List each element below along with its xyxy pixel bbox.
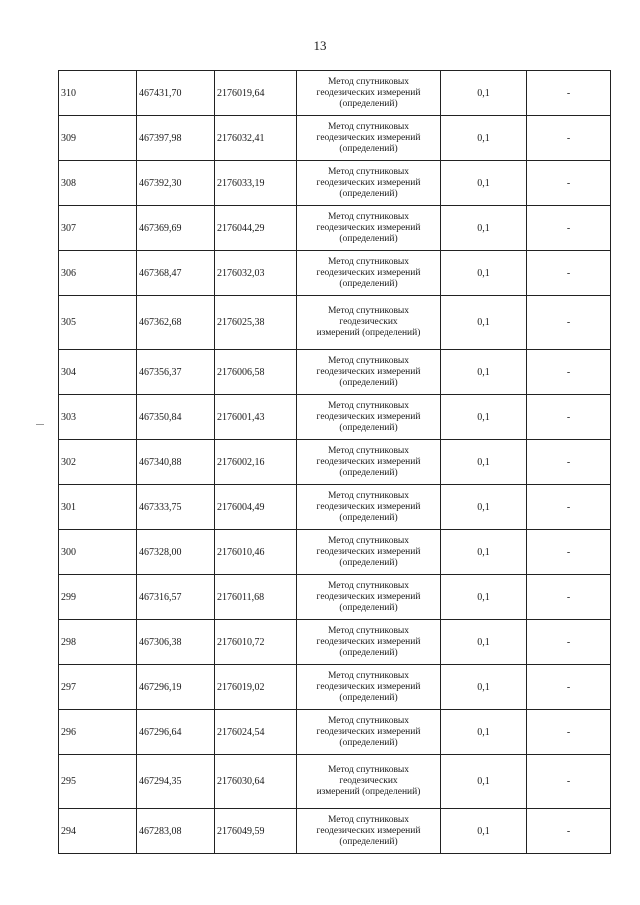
method-line: (определений) <box>339 602 398 613</box>
note-cell: - <box>527 530 611 575</box>
method-cell <box>297 116 441 161</box>
point-number-cell: 297 <box>59 665 137 710</box>
coordinate-y-cell: 2176030,64 <box>215 755 297 809</box>
accuracy-cell: 0,1 <box>441 296 527 350</box>
accuracy-cell: 0,1 <box>441 530 527 575</box>
method-line: геодезических измерений <box>316 591 421 602</box>
method-line: геодезических <box>339 776 398 786</box>
coordinate-x-cell: 467362,68 <box>137 296 215 350</box>
point-number-cell: 303 <box>59 395 137 440</box>
coordinate-y-cell: 2176019,64 <box>215 71 297 116</box>
accuracy-cell: 0,1 <box>441 755 527 809</box>
method-line: геодезических измерений <box>316 87 421 98</box>
method-cell <box>297 575 441 620</box>
method-line: (определений) <box>339 512 398 523</box>
coordinate-y-cell: 2176006,58 <box>215 350 297 395</box>
coordinate-y-cell: 2176004,49 <box>215 485 297 530</box>
coordinate-y-cell: 2176010,72 <box>215 620 297 665</box>
coordinate-x-cell: 467294,35 <box>137 755 215 809</box>
table-row <box>59 485 611 530</box>
coordinate-x-cell: 467368,47 <box>137 251 215 296</box>
note-cell: - <box>527 206 611 251</box>
method-line: (определений) <box>339 377 398 388</box>
accuracy-cell: 0,1 <box>441 710 527 755</box>
note-cell: - <box>527 575 611 620</box>
note-cell: - <box>527 161 611 206</box>
method-line: геодезических измерений <box>316 726 421 737</box>
method-line: геодезических измерений <box>316 132 421 143</box>
note-cell: - <box>527 710 611 755</box>
method-cell <box>297 395 441 440</box>
method-line: геодезических измерений <box>316 456 421 467</box>
accuracy-cell: 0,1 <box>441 350 527 395</box>
method-line: (определений) <box>339 233 398 244</box>
accuracy-cell: 0,1 <box>441 395 527 440</box>
method-line: Метод спутниковых <box>327 121 410 132</box>
method-line: геодезических измерений <box>316 222 421 233</box>
method-line: геодезических измерений <box>316 681 421 692</box>
method-cell <box>297 530 441 575</box>
method-line: (определений) <box>339 737 398 748</box>
accuracy-cell: 0,1 <box>441 809 527 854</box>
method-cell <box>297 809 441 854</box>
coordinate-y-cell: 2176002,16 <box>215 440 297 485</box>
accuracy-cell: 0,1 <box>441 71 527 116</box>
coordinate-y-cell: 2176010,46 <box>215 530 297 575</box>
table-row <box>59 710 611 755</box>
table-body <box>59 71 611 854</box>
note-cell: - <box>527 251 611 296</box>
method-cell <box>297 755 441 809</box>
accuracy-cell: 0,1 <box>441 665 527 710</box>
coordinates-table <box>58 70 611 854</box>
table-row <box>59 809 611 854</box>
point-number-cell: 301 <box>59 485 137 530</box>
note-cell: - <box>527 755 611 809</box>
method-line: (определений) <box>339 278 398 289</box>
method-line: геодезических измерений <box>316 636 421 647</box>
note-cell: - <box>527 665 611 710</box>
method-line: Метод спутниковых <box>327 814 410 825</box>
note-cell: - <box>527 350 611 395</box>
table-row <box>59 665 611 710</box>
method-line: (определений) <box>339 647 398 658</box>
method-line: Метод спутниковых <box>327 306 410 316</box>
page-number: 13 <box>313 38 327 53</box>
method-line: Метод спутниковых <box>327 580 410 591</box>
method-line: Метод спутниковых <box>327 535 410 546</box>
coordinate-x-cell: 467283,08 <box>137 809 215 854</box>
table-row <box>59 350 611 395</box>
method-line: Метод спутниковых <box>327 166 410 177</box>
table-row <box>59 575 611 620</box>
coordinate-x-cell: 467306,38 <box>137 620 215 665</box>
note-cell: - <box>527 395 611 440</box>
method-line: измерений (определений) <box>316 787 421 797</box>
method-line: (определений) <box>339 143 398 154</box>
point-number-cell: 296 <box>59 710 137 755</box>
coordinate-x-cell: 467296,64 <box>137 710 215 755</box>
coordinate-y-cell: 2176049,59 <box>215 809 297 854</box>
table-row <box>59 395 611 440</box>
coordinate-x-cell: 467316,57 <box>137 575 215 620</box>
coordinate-x-cell: 467397,98 <box>137 116 215 161</box>
note-cell: - <box>527 440 611 485</box>
note-cell: - <box>527 116 611 161</box>
coordinate-x-cell: 467328,00 <box>137 530 215 575</box>
accuracy-cell: 0,1 <box>441 116 527 161</box>
method-line: геодезических измерений <box>316 825 421 836</box>
method-line: геодезических измерений <box>316 501 421 512</box>
method-line: (определений) <box>339 188 398 199</box>
table-row <box>59 530 611 575</box>
table-row <box>59 71 611 116</box>
method-line: Метод спутниковых <box>327 211 410 222</box>
point-number-cell: 310 <box>59 71 137 116</box>
method-line: (определений) <box>339 836 398 847</box>
point-number-cell: 309 <box>59 116 137 161</box>
coordinate-x-cell: 467356,37 <box>137 350 215 395</box>
method-line: Метод спутниковых <box>327 445 410 456</box>
coordinate-y-cell: 2176024,54 <box>215 710 297 755</box>
method-line: Метод спутниковых <box>327 256 410 267</box>
method-line: (определений) <box>339 422 398 433</box>
method-line: измерений (определений) <box>316 328 421 338</box>
coordinate-y-cell: 2176019,02 <box>215 665 297 710</box>
method-line: геодезических <box>339 317 398 327</box>
method-line: Метод спутниковых <box>327 355 410 366</box>
method-line: (определений) <box>339 467 398 478</box>
coordinate-x-cell: 467350,84 <box>137 395 215 440</box>
method-line: геодезических измерений <box>316 366 421 377</box>
method-line: геодезических измерений <box>316 546 421 557</box>
coordinate-y-cell: 2176032,41 <box>215 116 297 161</box>
accuracy-cell: 0,1 <box>441 251 527 296</box>
method-line: геодезических измерений <box>316 411 421 422</box>
method-cell <box>297 440 441 485</box>
margin-mark <box>36 424 44 425</box>
method-cell <box>297 161 441 206</box>
point-number-cell: 302 <box>59 440 137 485</box>
table-row <box>59 440 611 485</box>
table-row <box>59 296 611 350</box>
note-cell: - <box>527 71 611 116</box>
method-line: (определений) <box>339 557 398 568</box>
table-row <box>59 161 611 206</box>
accuracy-cell: 0,1 <box>441 206 527 251</box>
coordinate-y-cell: 2176033,19 <box>215 161 297 206</box>
point-number-cell: 307 <box>59 206 137 251</box>
coordinate-y-cell: 2176032,03 <box>215 251 297 296</box>
coordinate-x-cell: 467392,30 <box>137 161 215 206</box>
table-row <box>59 116 611 161</box>
method-line: геодезических измерений <box>316 267 421 278</box>
method-line: Метод спутниковых <box>327 76 410 87</box>
coordinate-x-cell: 467431,70 <box>137 71 215 116</box>
point-number-cell: 298 <box>59 620 137 665</box>
point-number-cell: 304 <box>59 350 137 395</box>
note-cell: - <box>527 620 611 665</box>
method-line: Метод спутниковых <box>327 670 410 681</box>
accuracy-cell: 0,1 <box>441 575 527 620</box>
method-line: Метод спутниковых <box>327 625 410 636</box>
method-line: Метод спутниковых <box>327 765 410 775</box>
accuracy-cell: 0,1 <box>441 620 527 665</box>
method-line: (определений) <box>339 98 398 109</box>
coordinate-y-cell: 2176044,29 <box>215 206 297 251</box>
point-number-cell: 294 <box>59 809 137 854</box>
table-row <box>59 251 611 296</box>
coordinate-x-cell: 467296,19 <box>137 665 215 710</box>
table-row <box>59 755 611 809</box>
point-number-cell: 295 <box>59 755 137 809</box>
point-number-cell: 306 <box>59 251 137 296</box>
table-row <box>59 620 611 665</box>
note-cell: - <box>527 296 611 350</box>
coordinate-y-cell: 2176001,43 <box>215 395 297 440</box>
method-cell <box>297 485 441 530</box>
table-row <box>59 206 611 251</box>
method-cell <box>297 206 441 251</box>
coordinate-x-cell: 467340,88 <box>137 440 215 485</box>
coordinate-y-cell: 2176011,68 <box>215 575 297 620</box>
method-cell <box>297 665 441 710</box>
point-number-cell: 305 <box>59 296 137 350</box>
method-line: Метод спутниковых <box>327 490 410 501</box>
method-cell <box>297 71 441 116</box>
coordinate-y-cell: 2176025,38 <box>215 296 297 350</box>
accuracy-cell: 0,1 <box>441 161 527 206</box>
point-number-cell: 299 <box>59 575 137 620</box>
method-line: (определений) <box>339 692 398 703</box>
coordinate-x-cell: 467369,69 <box>137 206 215 251</box>
method-cell <box>297 251 441 296</box>
method-cell <box>297 350 441 395</box>
point-number-cell: 308 <box>59 161 137 206</box>
method-cell <box>297 620 441 665</box>
coordinate-x-cell: 467333,75 <box>137 485 215 530</box>
method-line: Метод спутниковых <box>327 715 410 726</box>
method-cell <box>297 710 441 755</box>
accuracy-cell: 0,1 <box>441 440 527 485</box>
accuracy-cell: 0,1 <box>441 485 527 530</box>
method-line: геодезических измерений <box>316 177 421 188</box>
note-cell: - <box>527 809 611 854</box>
note-cell: - <box>527 485 611 530</box>
point-number-cell: 300 <box>59 530 137 575</box>
method-line: Метод спутниковых <box>327 400 410 411</box>
method-cell <box>297 296 441 350</box>
